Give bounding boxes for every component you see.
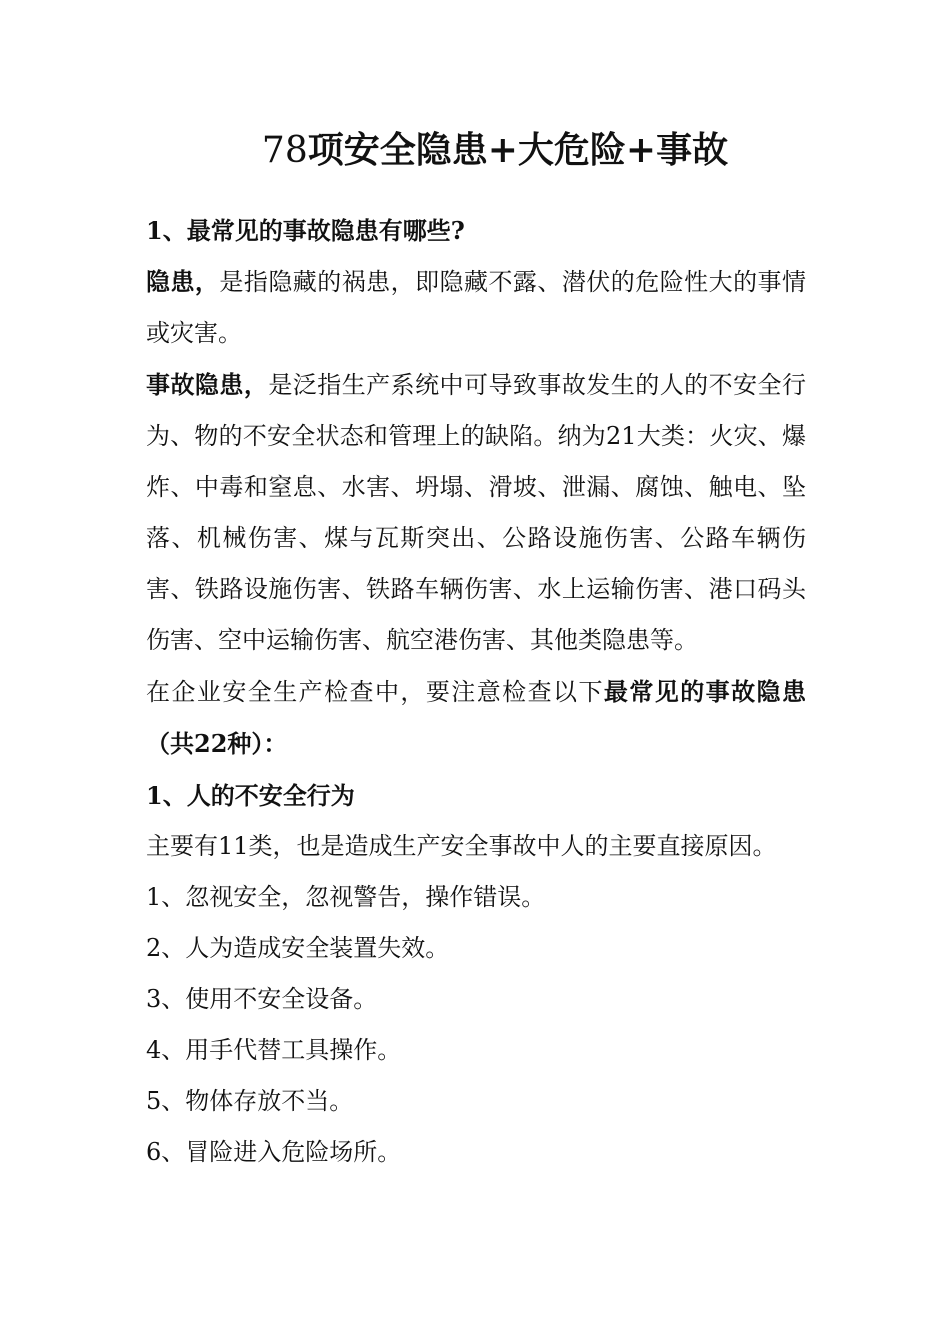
hazard-text: 是指隐藏的祸患，即隐藏不露、潜伏的危险性大的事情或灾害。 — [146, 268, 807, 347]
subsection-heading: 1、人的不安全行为 — [146, 781, 355, 810]
inspection-note-bold: 最常见的事故隐患（共22种）： — [146, 677, 807, 758]
accident-hazard-text: 是泛指生产系统中可导致事故发生的人的不安全行为、物的不安全状态和管理上的缺陷。纳为21大类：火灾、爆炸、中毒和窒息、水害、坍塌、滑坡、泄漏、腐蚀、触电、坠落、机械伤害、煤与瓦斯突出、公路设施伤害、公路车辆伤害、铁路设施伤害、铁路车辆伤害、水上运输伤害、港口码头伤害、空中运输伤害、航空港伤害、其他类隐患等。 — [146, 371, 807, 654]
list-item: 3、使用不安全设备。 — [146, 985, 378, 1013]
document-body — [146, 205, 806, 1178]
list-item: 4、用手代替工具操作。 — [146, 1036, 402, 1064]
accident-hazard-term: 事故隐患， — [146, 370, 269, 399]
list-item: 6、冒险进入危险场所。 — [146, 1138, 402, 1166]
list-item: 5、物体存放不当。 — [146, 1087, 354, 1115]
title-number: 78 — [261, 130, 308, 171]
hazard-term: 隐患， — [146, 267, 220, 296]
section-heading: 1、最常见的事故隐患有哪些? — [146, 216, 465, 245]
subsection-intro: 主要有11类，也是造成生产安全事故中人的主要直接原因。 — [146, 832, 777, 860]
accident-hazard-definition — [146, 359, 806, 666]
page-title — [0, 124, 950, 177]
list-item: 2、人为造成安全装置失效。 — [146, 934, 450, 962]
inspection-note — [146, 666, 806, 770]
hazard-definition — [146, 256, 806, 359]
list-item: 1、忽视安全，忽视警告，操作错误。 — [146, 883, 546, 911]
title-text: 项安全隐患+大危险+事故 — [307, 129, 729, 171]
inspection-note-text: 在企业安全生产检查中，要注意检查以下 — [146, 678, 604, 706]
